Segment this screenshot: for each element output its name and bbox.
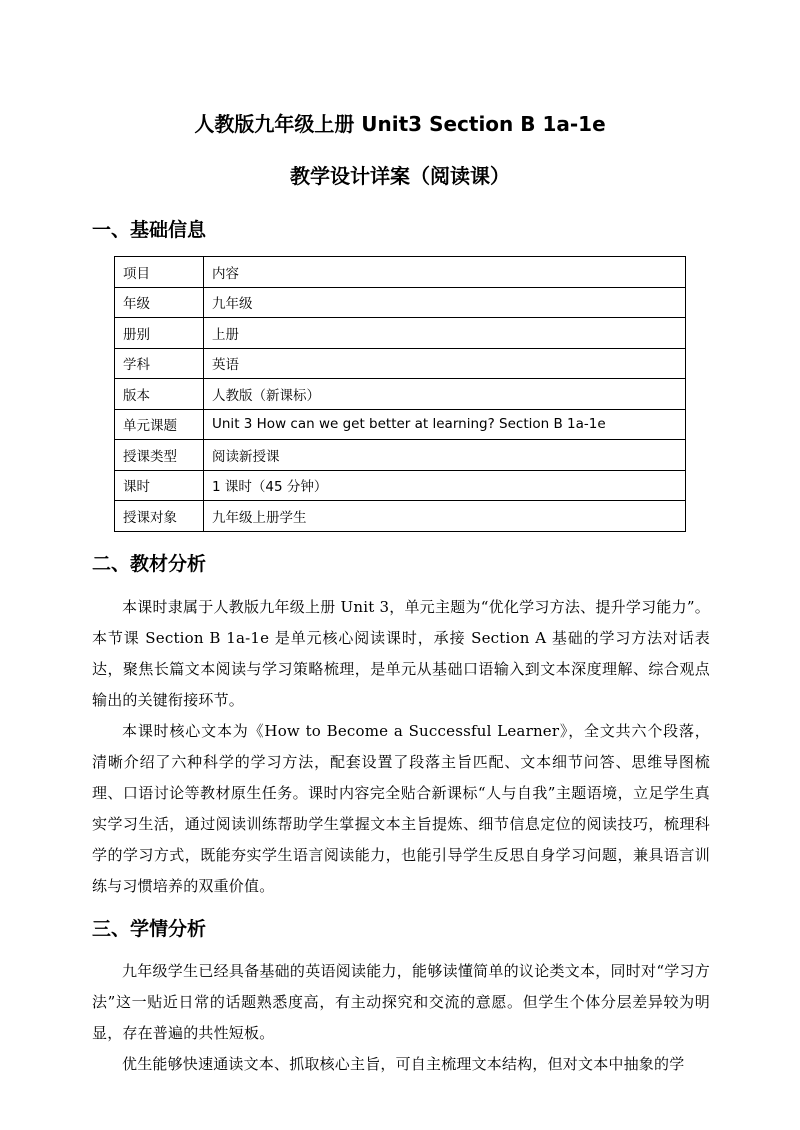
table-row — [115, 348, 686, 379]
table-row — [115, 409, 686, 440]
table-row — [115, 501, 686, 532]
table-cell-label: 项目 — [115, 257, 204, 288]
table-cell-value: 九年级 — [204, 287, 686, 318]
table-cell-label: 单元课题 — [115, 409, 204, 440]
table-cell-value: Unit 3 How can we get better at learning? Section B 1a-1e — [204, 409, 686, 440]
table-cell-value: 英语 — [204, 348, 686, 379]
document-subtitle: 教学设计详案（阅读课） — [290, 164, 510, 188]
table-cell-label: 版本 — [115, 379, 204, 410]
table-row — [115, 379, 686, 410]
body-paragraph: 本课时隶属于人教版九年级上册 Unit 3，单元主题为“优化学习方法、提升学习能力”。本节课 Section B 1a-1e 是单元核心阅读课时，承接 Section A 基础的学习方法对话表达，聚焦长篇文本阅读与学习策略梳理，是单元从基础口语输入到文本深度理解、综合观点输出的关键衔接环节。 — [92, 598, 710, 709]
table-row — [115, 287, 686, 318]
table-row — [115, 440, 686, 471]
table-cell-label: 册别 — [115, 318, 204, 349]
table-cell-value: 阅读新授课 — [204, 440, 686, 471]
document-title: 人教版九年级上册 Unit3 Section B 1a-1e — [194, 112, 606, 136]
table-cell-label: 课时 — [115, 470, 204, 501]
section-heading-student-analysis: 三、学情分析 — [92, 918, 207, 940]
table-cell-value: 人教版（新课标） — [204, 379, 686, 410]
table-row — [115, 318, 686, 349]
section-heading-textbook-analysis: 二、教材分析 — [92, 553, 207, 575]
table-cell-label: 年级 — [115, 287, 204, 318]
section-heading-basic-info: 一、基础信息 — [92, 219, 207, 241]
basic-info-table — [114, 256, 686, 532]
table-cell-label: 学科 — [115, 348, 204, 379]
body-paragraph: 九年级学生已经具备基础的英语阅读能力，能够读懂简单的议论类文本，同时对“学习方法”这一贴近日常的话题熟悉度高，有主动探究和交流的意愿。但学生个体分层差异较为明显，存在普遍的共性短板。 — [92, 962, 710, 1042]
table-cell-label: 授课对象 — [115, 501, 204, 532]
body-paragraph: 本课时核心文本为《How to Become a Successful Learner》，全文共六个段落，清晰介绍了六种科学的学习方法，配套设置了段落主旨匹配、文本细节问答、思维导图梳理、口语讨论等教材原生任务。课时内容完全贴合新课标“人与自我”主题语境，立足学生真实学习生活，通过阅读训练帮助学生掌握文本主旨提炼、细节信息定位的阅读技巧，梳理科学的学习方式，既能夯实学生语言阅读能力，也能引导学生反思自身学习问题，兼具语言训练与习惯培养的双重价值。 — [92, 722, 710, 895]
table-cell-value: 1 课时（45 分钟） — [204, 470, 686, 501]
table-cell-label: 授课类型 — [115, 440, 204, 471]
table-row — [115, 257, 686, 288]
body-paragraph: 优生能够快速通读文本、抓取核心主旨，可自主梳理文本结构，但对文本中抽象的学 — [122, 1055, 685, 1073]
table-cell-value: 上册 — [204, 318, 686, 349]
table-row — [115, 470, 686, 501]
table-cell-value: 内容 — [204, 257, 686, 288]
table-cell-value: 九年级上册学生 — [204, 501, 686, 532]
